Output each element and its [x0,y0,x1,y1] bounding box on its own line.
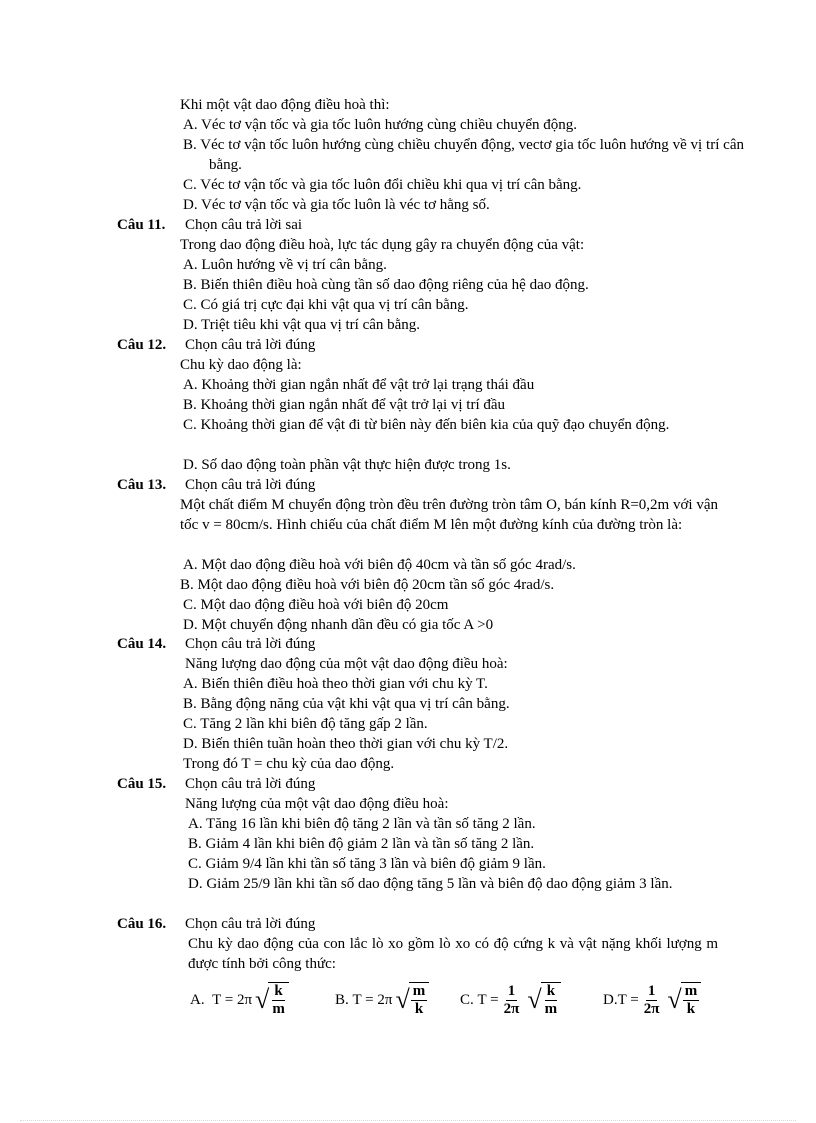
formula-c-frac-den: 2π [503,1000,520,1017]
question-12-stem: Chu kỳ dao động là: [180,357,302,373]
formula-b-num: m [412,983,426,999]
question-13-option-c: C. Một dao động điều hoà với biên độ 20cm [183,597,449,613]
question-13-option-d: D. Một chuyển động nhanh dần đều có gia tốc A >0 [183,617,494,633]
question-11-stem: Trong dao động điều hoà, lực tác dụng gây ra chuyển động của vật: [180,237,585,253]
question-16-label: Câu 16. [117,916,167,932]
question-15-option-d: D. Giảm 25/9 lần khi tần số dao động tăng 5 lần và biên độ dao động giảm 3 lần. [188,876,673,892]
question-15-option-c: C. Giảm 9/4 lần khi tần số tăng 3 lần và biên độ giảm 9 lần. [188,856,546,872]
question-15-option-b: B. Giảm 4 lần khi biên độ giảm 2 lần và tần số tăng 2 lần. [188,836,535,852]
question-14-option-c: C. Tăng 2 lần khi biên độ tăng gấp 2 lần. [183,716,428,732]
formula-c-num: k [546,983,556,999]
question-11-instruction: Chọn câu trả lời sai [185,217,303,233]
formula-a-prefix: A. [190,991,205,1008]
question-14-option-d: D. Biến thiên tuần hoàn theo thời gian với chu kỳ T/2. [183,736,509,752]
question-14-note: Trong đó T = chu kỳ của dao động. [183,756,395,772]
question-12-label: Câu 12. [117,337,167,353]
formula-c-fraction [502,983,522,1018]
question-16-stem: Chu kỳ dao động của con lắc lò xo gồm lò xo có độ cứng k và vật nặng khối lượng m được tính bởi công thức: [188,936,718,972]
intro-stem: Khi một vật dao động điều hoà thì: [180,97,390,113]
question-11-label: Câu 11. [117,217,166,233]
intro-option-b: B. Véc tơ vận tốc luôn hướng cùng chiều chuyển động, vectơ gia tốc luôn hướng về vị trí cân bằng. [183,137,744,173]
formula-option-c [460,975,561,1025]
formula-d-frac-den: 2π [643,1000,660,1017]
question-14-option-a: A. Biến thiên điều hoà theo thời gian với chu kỳ T. [183,676,488,692]
question-12-option-d: D. Số dao động toàn phần vật thực hiện được trong 1s. [183,457,511,473]
question-12-option-b: B. Khoảng thời gian ngắn nhất để vật trở lại vị trí đầu [183,397,506,413]
question-15-instruction: Chọn câu trả lời đúng [185,776,316,792]
intro-option-a: A. Véc tơ vận tốc và gia tốc luôn hướng cùng chiều chuyển động. [183,117,578,133]
formula-option-a [190,975,289,1025]
question-14-label: Câu 14. [117,636,167,652]
question-12-instruction: Chọn câu trả lời đúng [185,337,316,353]
intro-option-c: C. Véc tơ vận tốc và gia tốc luôn đổi chiều khi qua vị trí cân bằng. [183,177,582,193]
formula-c-sqrt: √ $\frac{k}{m}$ [527,980,561,1020]
question-15-option-a: A. Tăng 16 lần khi biên độ tăng 2 lần và tần số tăng 2 lần. [188,816,536,832]
question-13-option-a: A. Một dao động điều hoà với biên độ 40cm và tần số góc 4rad/s. [183,557,576,573]
question-13-instruction: Chọn câu trả lời đúng [185,477,316,493]
question-15-stem: Năng lượng của một vật dao động điều hoà: [185,796,449,812]
formula-d-lhs: T = [617,991,639,1008]
formula-a-num: k [274,983,283,999]
formula-d-prefix: D. [603,991,618,1008]
formula-d-fraction [642,983,662,1018]
formula-d-frac-num: 1 [647,982,656,999]
formula-d-den: k [686,1001,696,1017]
formula-b-sqrt: √ $\frac{m}{k}$ [395,980,429,1020]
question-14-option-b: B. Bằng động năng của vật khi vật qua vị trí cân bằng. [183,696,510,712]
question-14-stem: Năng lượng dao động của một vật dao động điều hoà: [185,656,508,672]
formula-b-lhs: T = 2π [352,991,393,1008]
question-12-option-a: A. Khoảng thời gian ngắn nhất để vật trở lại trạng thái đầu [183,377,535,393]
question-13-label: Câu 13. [117,477,167,493]
formula-c-prefix: C. [460,991,474,1008]
question-11-option-d: D. Triệt tiêu khi vật qua vị trí cân bằng. [183,317,421,333]
question-14-instruction: Chọn câu trả lời đúng [185,636,316,652]
formula-c-den: m [544,1001,558,1017]
question-13-stem: Một chất điểm M chuyển động tròn đều trên đường tròn tâm O, bán kính R=0,2m với vận tốc v = 80cm/s. Hình chiếu của chất điểm M lên một đường kính của đường tròn là: [180,497,718,533]
formula-b-prefix: B. [335,991,349,1008]
question-16-instruction: Chọn câu trả lời đúng [185,916,316,932]
question-12-option-c: C. Khoảng thời gian để vật đi từ biên này đến biên kia của quỹ đạo chuyển động. [183,417,670,433]
question-11-option-b: B. Biến thiên điều hoà cùng tần số dao động riêng của hệ dao động. [183,277,589,293]
formula-a-den: m [272,1001,285,1017]
question-15-label: Câu 15. [117,776,167,792]
question-13-option-b: B. Một dao động điều hoà với biên độ 20cm tần số góc 4rad/s. [180,577,555,593]
formula-b-den: k [414,1001,424,1017]
question-11-option-c: C. Có giá trị cực đại khi vật qua vị trí cân bằng. [183,297,469,313]
intro-option-d: D. Véc tơ vận tốc và gia tốc luôn là véc tơ hằng số. [183,197,490,213]
question-11-option-a: A. Luôn hướng về vị trí cân bằng. [183,257,387,273]
formula-c-frac-num: 1 [507,982,516,999]
formula-c-lhs: T = [477,991,499,1008]
page-bottom-rule [20,1120,796,1121]
formula-option-d [603,975,701,1025]
formula-d-sqrt: √ $\frac{m}{k}$ [667,980,701,1020]
formula-option-b [335,975,429,1025]
formula-a-lhs: T = 2π [212,991,253,1008]
question-16-formulas [190,975,730,1025]
formula-a-sqrt: √ $\frac{k}{m}$ [255,980,289,1020]
formula-d-num: m [684,983,698,999]
